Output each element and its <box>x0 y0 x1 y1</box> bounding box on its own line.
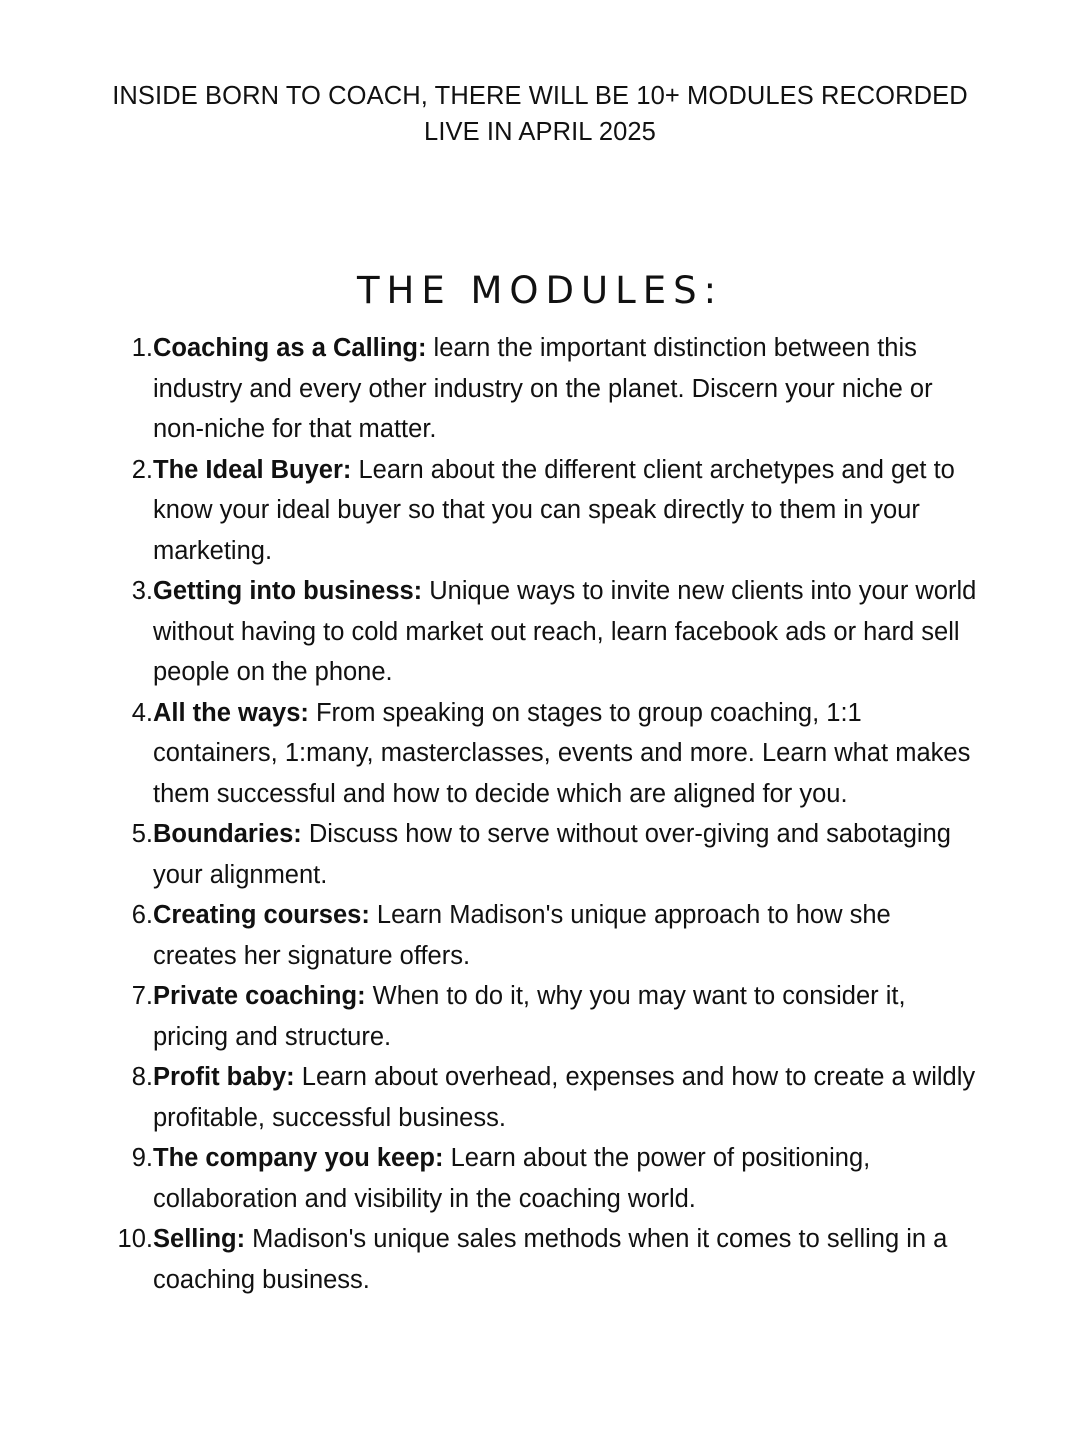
module-body <box>153 693 980 815</box>
list-item-module-3 <box>100 571 980 693</box>
intro-text <box>60 78 1020 150</box>
module-number: 5. <box>131 820 153 848</box>
module-heading: Profit baby: <box>153 1063 295 1091</box>
module-heading: All the ways: <box>153 698 309 727</box>
list-item-module-5 <box>100 814 980 895</box>
module-description: Discuss how to serve without over-giving and sabotaging your alignment. <box>153 820 951 889</box>
list-item-module-1 <box>100 328 980 450</box>
module-body <box>153 328 980 450</box>
module-number: 2. <box>131 455 153 484</box>
list-item-module-10 <box>100 1219 980 1300</box>
module-description: When to do it, why you may want to consider it, pricing and structure. <box>153 982 906 1051</box>
module-heading: Coaching as a Calling: <box>153 334 427 362</box>
module-description: Unique ways to invite new clients into your world without having to cold market out reach, learn facebook ads or hard sell people on the phone. <box>153 577 977 686</box>
module-heading: Getting into business: <box>153 577 423 605</box>
module-body <box>153 1057 980 1138</box>
list-item-module-9 <box>100 1138 980 1219</box>
module-number: 8. <box>131 1063 153 1091</box>
list-item-module-6 <box>100 895 980 976</box>
module-body <box>153 450 980 572</box>
module-description: Learn about the different client archetypes and get to know your ideal buyer so that you can speak directly to them in your marketing. <box>153 455 955 565</box>
list-item-module-4 <box>100 693 980 815</box>
module-number: 7. <box>131 982 153 1010</box>
module-heading: Boundaries: <box>153 820 302 848</box>
list-item-module-8 <box>100 1057 980 1138</box>
module-heading: Private coaching: <box>153 982 366 1010</box>
module-body <box>153 571 980 693</box>
module-number: 6. <box>131 901 153 929</box>
module-body <box>153 1219 980 1300</box>
module-description: From speaking on stages to group coaching, 1:1 containers, 1:many, masterclasses, events and more. Learn what makes them successful and how to decide which are aligned for you. <box>153 698 971 808</box>
module-heading: The company you keep: <box>153 1144 444 1172</box>
module-description: Madison's unique sales methods when it comes to selling in a coaching business. <box>153 1225 948 1294</box>
module-number: 10. <box>117 1225 153 1253</box>
list-item-module-7 <box>100 976 980 1057</box>
intro-line-1: INSIDE BORN TO COACH, THERE WILL BE 10+ MODULES RECORDED <box>112 82 968 110</box>
module-number: 4. <box>131 698 153 727</box>
module-description: learn the important distinction between this industry and every other industry on the planet. Discern your niche or non-niche for that matter. <box>153 334 933 443</box>
module-body <box>153 895 980 976</box>
module-number: 1. <box>131 334 153 362</box>
module-body <box>153 976 980 1057</box>
module-description: Learn Madison's unique approach to how she creates her signature offers. <box>153 901 891 970</box>
modules-list <box>100 328 980 1300</box>
module-number: 9. <box>131 1144 153 1172</box>
page-title: THE MODULES: <box>356 268 724 312</box>
module-heading: Selling: <box>153 1225 246 1253</box>
list-item-module-2 <box>100 450 980 572</box>
module-description: Learn about the power of positioning, collaboration and visibility in the coaching world. <box>153 1144 871 1213</box>
intro-line-2: LIVE IN APRIL 2025 <box>424 118 656 146</box>
module-heading: Creating courses: <box>153 901 370 929</box>
module-body <box>153 814 980 895</box>
module-number: 3. <box>131 577 153 605</box>
module-body <box>153 1138 980 1219</box>
module-heading: The Ideal Buyer: <box>153 455 352 484</box>
module-description: Learn about overhead, expenses and how to create a wildly profitable, successful business. <box>153 1063 976 1132</box>
